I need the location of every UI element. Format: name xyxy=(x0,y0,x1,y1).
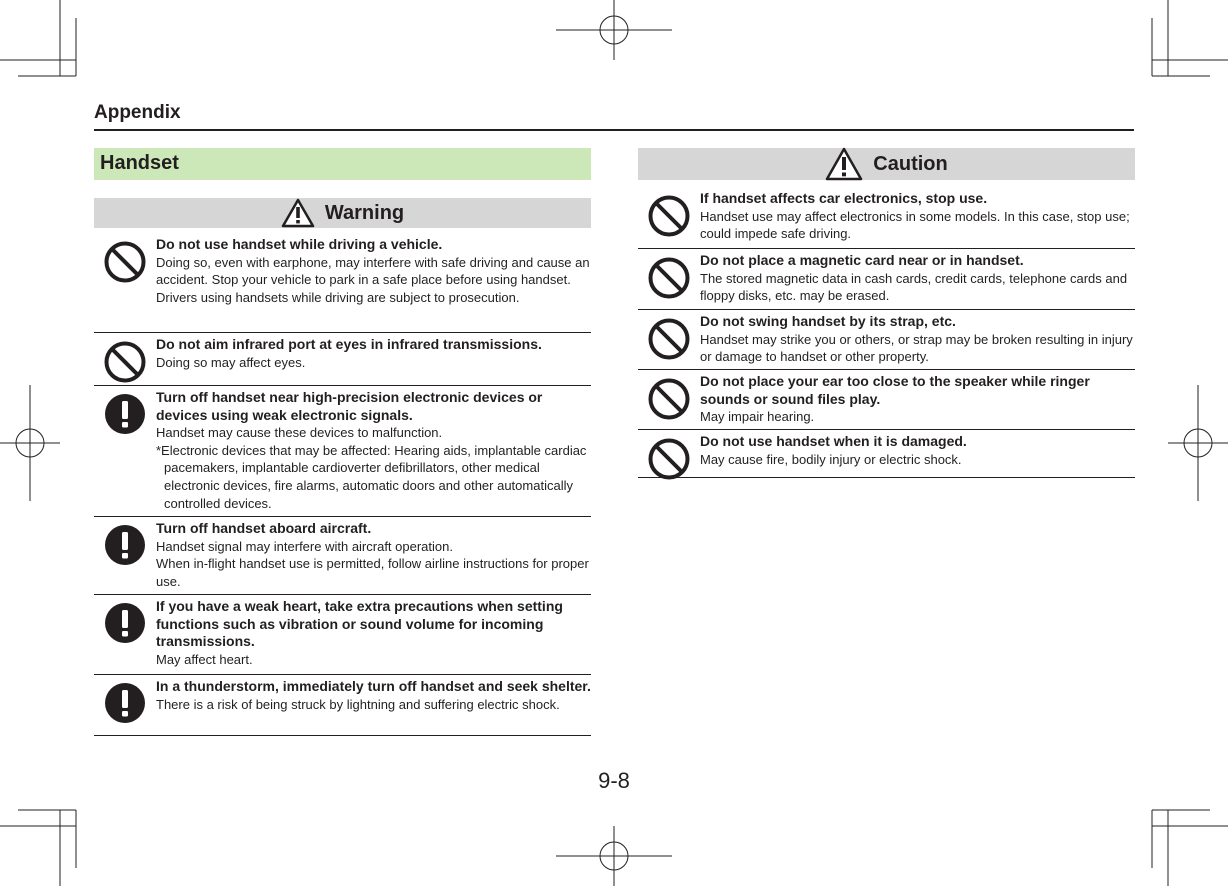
page-header: Appendix xyxy=(94,102,181,123)
item-description: Drivers using handsets while driving are subject to prosecution. xyxy=(156,289,520,305)
prohibited-icon xyxy=(647,437,691,481)
caution-band xyxy=(638,148,1135,180)
warning-item xyxy=(94,595,591,675)
item-description: The stored magnetic data in cash cards, credit cards, telephone cards and floppy disks, etc. may be erased. xyxy=(700,270,1128,304)
mandatory-action-icon xyxy=(104,393,146,435)
caution-item xyxy=(638,370,1135,430)
item-description: There is a risk of being struck by lightning and suffering electric shock. xyxy=(156,696,560,712)
prohibited-icon xyxy=(647,256,691,300)
warning-item xyxy=(94,386,591,517)
caution-triangle-icon xyxy=(825,147,863,181)
item-title: If you have a weak heart, take extra precautions when setting functions such as vibration or sound volume for incoming transmissions. xyxy=(156,598,563,650)
mandatory-action-icon xyxy=(104,682,146,724)
caution-item xyxy=(638,249,1135,310)
item-title: Turn off handset near high-precision electronic devices or devices using weak electronic signals. xyxy=(156,389,543,423)
item-title: Do not swing handset by its strap, etc. xyxy=(700,313,956,329)
prohibited-icon xyxy=(647,194,691,238)
item-description: Doing so, even with earphone, may interfere with safe driving and cause an accident. Stop your vehicle to park in a safe place before using handset. xyxy=(156,254,590,288)
prohibited-icon xyxy=(647,377,691,421)
page-number: 9-8 xyxy=(598,768,630,793)
item-description: May impair hearing. xyxy=(700,409,815,425)
item-description: Handset use may affect electronics in some models. In this case, stop use; could impede safe driving. xyxy=(700,208,1130,242)
item-title: Do not aim infrared port at eyes in infrared transmissions. xyxy=(156,336,542,352)
item-description: Handset signal may interfere with aircraft operation. xyxy=(156,538,453,554)
item-title: Do not use handset while driving a vehicle. xyxy=(156,236,443,252)
prohibited-icon xyxy=(647,317,691,361)
item-description: Handset may cause these devices to malfunction. xyxy=(156,425,443,441)
warning-item xyxy=(94,333,591,386)
section-title: Handset xyxy=(94,148,591,180)
caution-list xyxy=(638,190,1135,478)
item-description: When in-flight handset use is permitted, follow airline instructions for proper use. xyxy=(156,556,589,589)
item-title: Do not place your ear too close to the speaker while ringer sounds or sound files play. xyxy=(700,373,1090,407)
item-title: Do not place a magnetic card near or in handset. xyxy=(700,252,1024,268)
warning-list xyxy=(94,236,591,736)
item-title: Turn off handset aboard aircraft. xyxy=(156,520,372,536)
item-title: If handset affects car electronics, stop use. xyxy=(700,190,988,206)
warning-triangle-icon xyxy=(281,198,315,228)
item-title: Do not use handset when it is damaged. xyxy=(700,433,967,449)
mandatory-action-icon xyxy=(104,602,146,644)
item-title: In a thunderstorm, immediately turn off handset and seek shelter. xyxy=(156,678,591,694)
warning-item xyxy=(94,517,591,595)
item-description: Handset may strike you or others, or strap may be broken resulting in injury or damage to handset or other property. xyxy=(700,331,1133,365)
caution-item xyxy=(638,190,1135,249)
prohibited-icon xyxy=(103,340,147,384)
warning-item xyxy=(94,236,591,333)
caution-label: Caution xyxy=(873,152,948,175)
warning-label: Warning xyxy=(324,201,405,224)
item-description: May cause fire, bodily injury or electric shock. xyxy=(700,451,962,467)
item-description: Doing so may affect eyes. xyxy=(156,354,306,370)
mandatory-action-icon xyxy=(104,524,146,566)
warning-band xyxy=(94,198,591,228)
item-note: *Electronic devices that may be affected: Hearing aids, implantable cardiac pacemakers, implantable cardioverter defibrillators, other medical electronic devices, fire alarms, automatic doors and other automatically controlled devices. xyxy=(156,442,587,511)
item-description: May affect heart. xyxy=(156,651,253,667)
warning-item xyxy=(94,675,591,736)
prohibited-icon xyxy=(103,240,147,284)
caution-item xyxy=(638,430,1135,478)
header-rule xyxy=(94,129,1134,131)
caution-item xyxy=(638,310,1135,370)
